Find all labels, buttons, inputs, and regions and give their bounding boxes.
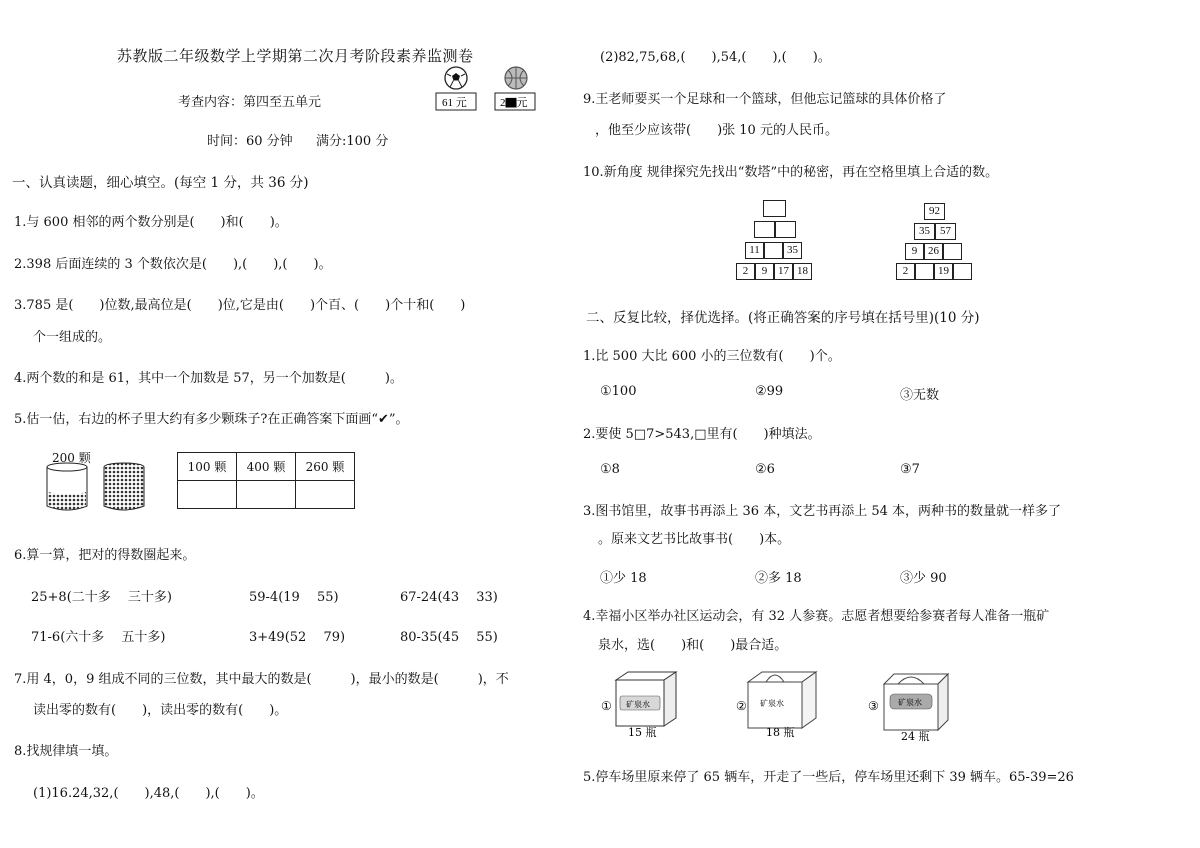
bead-answer-cell[interactable] (237, 481, 296, 509)
tower-a-r1[interactable] (763, 200, 786, 217)
s2-q1-opt3[interactable]: ③无数 (900, 388, 940, 403)
water-box-1-label: 矿泉水 (626, 700, 650, 709)
s2-q3-line2: 。原来文艺书比故事书( )本。 (598, 532, 791, 547)
water-box-1-icon (616, 672, 676, 726)
s2-q4-line1: 4.幸福小区举办社区运动会，有 32 人参赛。志愿者想要给参赛者每人准备一瓶矿 (583, 609, 1050, 624)
bead-option-100: 100 颗 (178, 453, 237, 481)
water-box-3-num: ③ (868, 699, 879, 713)
s2-q3-line1: 3.图书馆里，故事书再添上 36 本，文艺书再添上 54 本，两种书的数量就一样多了 (583, 504, 1062, 519)
s2-q3-opt2[interactable]: ②多 18 (755, 571, 802, 586)
bead-answer-cell[interactable] (296, 481, 355, 509)
s2-q3-opt1[interactable]: ①少 18 (600, 571, 647, 586)
tower-a-r4c1: 2 (736, 263, 755, 280)
tower-b-r2c1: 35 (914, 223, 935, 240)
s1-q4: 4.两个数的和是 61，其中一个加数是 57，另一个加数是( )。 (14, 371, 403, 386)
water-box-2-count: 18 瓶 (766, 726, 795, 739)
tower-b-r2c2: 57 (935, 223, 956, 240)
ball-price-illustration (432, 66, 542, 114)
s2-q5: 5.停车场里原来停了 65 辆车，开走了一些后，停车场里还剩下 39 辆车。65-39=26 (583, 770, 1074, 785)
s2-q4-line2: 泉水，选( )和( )最合适。 (598, 638, 788, 653)
s1-q1: 1.与 600 相邻的两个数分别是( )和( )。 (14, 215, 288, 230)
water-box-1-count: 15 瓶 (628, 726, 657, 739)
s1-q8: 8.找规律填一填。 (14, 744, 118, 759)
cup-label: 200 颗 (52, 451, 91, 465)
basketball-icon (505, 67, 527, 89)
bead-option-400: 400 颗 (237, 453, 296, 481)
section2-heading: 二、反复比较，择优选择。(将正确答案的序号填在括号里)(10 分) (586, 310, 980, 326)
tower-a-r2c2[interactable] (775, 221, 796, 238)
exam-scope: 考查内容：第四至五单元 (178, 95, 322, 110)
s1-q7-line1: 7.用 4，0，9 组成不同的三位数，其中最大的数是( )，最小的数是( )，不 (14, 672, 509, 687)
s2-q1-opt1[interactable]: ①100 (600, 384, 637, 399)
s1-q3-line2: 个一组成的。 (33, 330, 112, 345)
tower-b-r4c4[interactable] (953, 263, 972, 280)
tower-a-r3c2[interactable] (764, 242, 783, 259)
s2-q2-opt2[interactable]: ②6 (755, 462, 775, 477)
tower-a-r4c4: 18 (793, 263, 812, 280)
s1-q6-r1c3: 67-24(43 33) (400, 590, 498, 605)
tower-b-r3c1: 9 (905, 243, 924, 260)
s1-q5: 5.估一估，右边的杯子里大约有多少颗珠子?在正确答案下面画“✔”。 (14, 412, 409, 427)
s1-q8-2: (2)82,75,68,( ),54,( ),( )。 (600, 50, 831, 65)
s2-q2-opt3[interactable]: ③7 (900, 462, 920, 477)
s1-q7-line2: 读出零的数有( )，读出零的数有( )。 (33, 703, 288, 718)
tower-b-r4c3: 19 (934, 263, 953, 280)
soccer-price: 61 元 (442, 97, 467, 109)
water-box-1-num: ① (601, 699, 612, 713)
water-box-2-label: 矿泉水 (760, 699, 784, 708)
bead-cups-icon (44, 462, 154, 514)
water-box-3-label: 矿泉水 (898, 698, 922, 707)
s1-q3-line1: 3.785 是( )位数,最高位是( )位,它是由( )个百、( )个十和( ) (14, 298, 466, 313)
tower-b-r1: 92 (924, 203, 945, 220)
s1-q9-line2: ，他至少应该带( )张 10 元的人民币。 (595, 123, 838, 138)
paper-title: 苏教版二年级数学上学期第二次月考阶段素养监测卷 (117, 47, 474, 65)
s1-q2: 2.398 后面连续的 3 个数依次是( ),( ),( )。 (14, 257, 332, 272)
tower-a-r4c2: 9 (755, 263, 774, 280)
s1-q9-line1: 9.王老师要买一个足球和一个篮球，但他忘记篮球的具体价格了 (583, 92, 947, 107)
number-tower-a (736, 200, 826, 282)
tower-b-r4c1: 2 (896, 263, 915, 280)
s1-q10: 10.新角度 规律探究先找出“数塔”中的秘密，再在空格里填上合适的数。 (583, 165, 999, 180)
tower-b-r4c2[interactable] (915, 263, 934, 280)
s2-q2-opt1[interactable]: ①8 (600, 462, 620, 477)
s1-q6-r1c2: 59-4(19 55) (249, 590, 339, 605)
section1-heading: 一、认真读题，细心填空。(每空 1 分，共 36 分) (12, 175, 309, 191)
tower-a-r3c3: 35 (783, 242, 802, 259)
soccer-ball-icon (445, 67, 467, 89)
bead-answer-cell[interactable] (178, 481, 237, 509)
s2-q1-opt2[interactable]: ②99 (755, 384, 784, 399)
s2-q2: 2.要使 5□7>543,□里有( )种填法。 (583, 427, 821, 442)
s1-q8-1: (1)16.24,32,( ),48,( ),( )。 (33, 786, 264, 801)
water-box-2-num: ② (736, 699, 747, 713)
water-boxes-illustration (598, 664, 968, 744)
s1-q6-r2c1: 71-6(六十多 五十多) (31, 630, 166, 645)
tower-b-r3c3[interactable] (943, 243, 962, 260)
s1-q6: 6.算一算，把对的得数圈起来。 (14, 548, 196, 563)
number-tower-b (896, 203, 986, 285)
exam-time: 时间：60 分钟 (207, 134, 293, 149)
tower-a-r3c1: 11 (745, 242, 764, 259)
tower-b-r3c2: 26 (924, 243, 943, 260)
s1-q6-r2c3: 80-35(45 55) (400, 630, 498, 645)
water-box-3-count: 24 瓶 (901, 730, 930, 743)
exam-score: 满分:100 分 (316, 134, 389, 149)
s2-q1: 1.比 500 大比 600 小的三位数有( )个。 (583, 349, 841, 364)
bead-option-260: 260 颗 (296, 453, 355, 481)
bead-answer-table (177, 452, 355, 509)
basketball-price: 2▇元 (500, 97, 528, 109)
s2-q3-opt3[interactable]: ③少 90 (900, 571, 947, 586)
s1-q6-r1c1: 25+8(二十多 三十多) (31, 590, 172, 605)
tower-a-r4c3: 17 (774, 263, 793, 280)
s1-q6-r2c2: 3+49(52 79) (249, 630, 346, 645)
tower-a-r2c1[interactable] (754, 221, 775, 238)
